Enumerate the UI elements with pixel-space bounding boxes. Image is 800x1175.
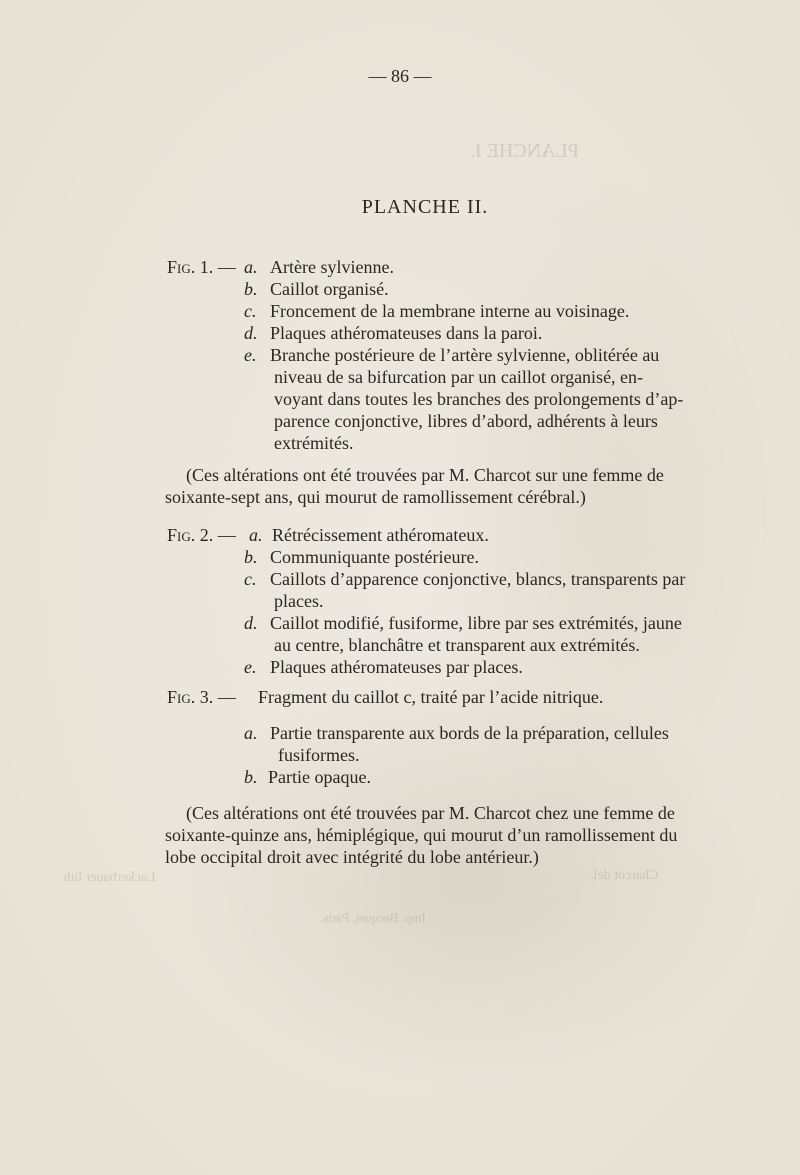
- fig2-item-d-line2: au centre, blanchâtre et transparent aux extrémités.: [274, 635, 640, 655]
- fig1-label-text: Fig. 1.: [167, 257, 214, 277]
- fig2-label: Fig. 2. —: [167, 525, 236, 545]
- fig2-item-b-text: Communiquante postérieure.: [270, 547, 479, 567]
- fig3-text: Fragment du caillot c, traité par l’acide nitrique.: [258, 687, 604, 707]
- fig3-item-a-line1: Partie transparente aux bords de la préparation, cellules: [270, 723, 669, 743]
- bleed-through-text: Lackerbauer lith.: [60, 870, 156, 885]
- fig1-item-d-text: Plaques athéromateuses dans la paroi.: [270, 323, 543, 343]
- fig2-item-a-text: Rétrécissement athéromateux.: [272, 525, 489, 545]
- bleed-through-text: Imp. Becquet, Paris.: [320, 910, 426, 925]
- fig3-label-text: Fig. 3.: [167, 687, 214, 707]
- fig3-item-b-letter: b.: [244, 767, 258, 787]
- fig1-note-line1: (Ces altérations ont été trouvées par M. Charcot sur une femme de: [186, 465, 664, 485]
- fig1-item-b-text: Caillot organisé.: [270, 279, 389, 299]
- fig1-item-a-text: Artère sylvienne.: [270, 257, 394, 277]
- fig3-note-line1: (Ces altérations ont été trouvées par M. Charcot chez une femme de: [186, 803, 675, 823]
- fig3-item-a-letter: a.: [244, 723, 258, 743]
- fig2-item-c-line2: places.: [274, 591, 324, 611]
- fig3-note-line3: lobe occipital droit avec intégrité du lobe antérieur.): [165, 847, 539, 867]
- fig2-item-d-letter: d.: [244, 613, 258, 633]
- fig2-item-c-letter: c.: [244, 569, 257, 589]
- fig3-label: Fig. 3. —: [167, 687, 236, 707]
- fig1-item-e-line5: extrémités.: [274, 433, 354, 453]
- fig1-item-a-letter: a.: [244, 257, 258, 277]
- fig1-label: Fig. 1. —: [167, 257, 236, 277]
- fig1-item-b-letter: b.: [244, 279, 258, 299]
- fig2-item-e-letter: e.: [244, 657, 257, 677]
- fig1-item-e-line4: parence conjonctive, libres d’abord, adhérents à leurs: [274, 411, 658, 431]
- fig1-item-e-line3: voyant dans toutes les branches des prolongements d’ap-: [274, 389, 684, 409]
- fig2-label-text: Fig. 2.: [167, 525, 214, 545]
- fig3-item-b-text: Partie opaque.: [268, 767, 371, 787]
- fig2-item-a-letter: a.: [249, 525, 263, 545]
- bleed-through-text: Charcot del.: [590, 868, 659, 883]
- fig1-item-e-line2: niveau de sa bifurcation par un caillot organisé, en-: [274, 367, 644, 387]
- fig1-item-c-letter: c.: [244, 301, 257, 321]
- bleed-through-text: PLANCHE I.: [470, 140, 579, 162]
- fig1-item-e-line1: Branche postérieure de l’artère sylvienne, oblitérée au: [270, 345, 660, 365]
- fig3-note-line2: soixante-quinze ans, hémiplégique, qui mourut d’un ramollissement du: [165, 825, 678, 845]
- fig1-item-e-letter: e.: [244, 345, 257, 365]
- page-number: — 86 —: [368, 66, 432, 86]
- fig3-item-a-line2: fusiformes.: [278, 745, 360, 765]
- fig2-item-d-line1: Caillot modifié, fusiforme, libre par ses extrémités, jaune: [270, 613, 682, 633]
- fig1-item-c-text: Froncement de la membrane interne au voisinage.: [270, 301, 630, 321]
- fig2-item-b-letter: b.: [244, 547, 258, 567]
- plate-title: PLANCHE II.: [361, 196, 489, 218]
- fig2-item-c-line1: Caillots d’apparence conjonctive, blancs, transparents par: [270, 569, 686, 589]
- fig1-note-line2: soixante-sept ans, qui mourut de ramollissement cérébral.): [165, 487, 586, 507]
- fig1-item-d-letter: d.: [244, 323, 258, 343]
- fig2-item-e-text: Plaques athéromateuses par places.: [270, 657, 523, 677]
